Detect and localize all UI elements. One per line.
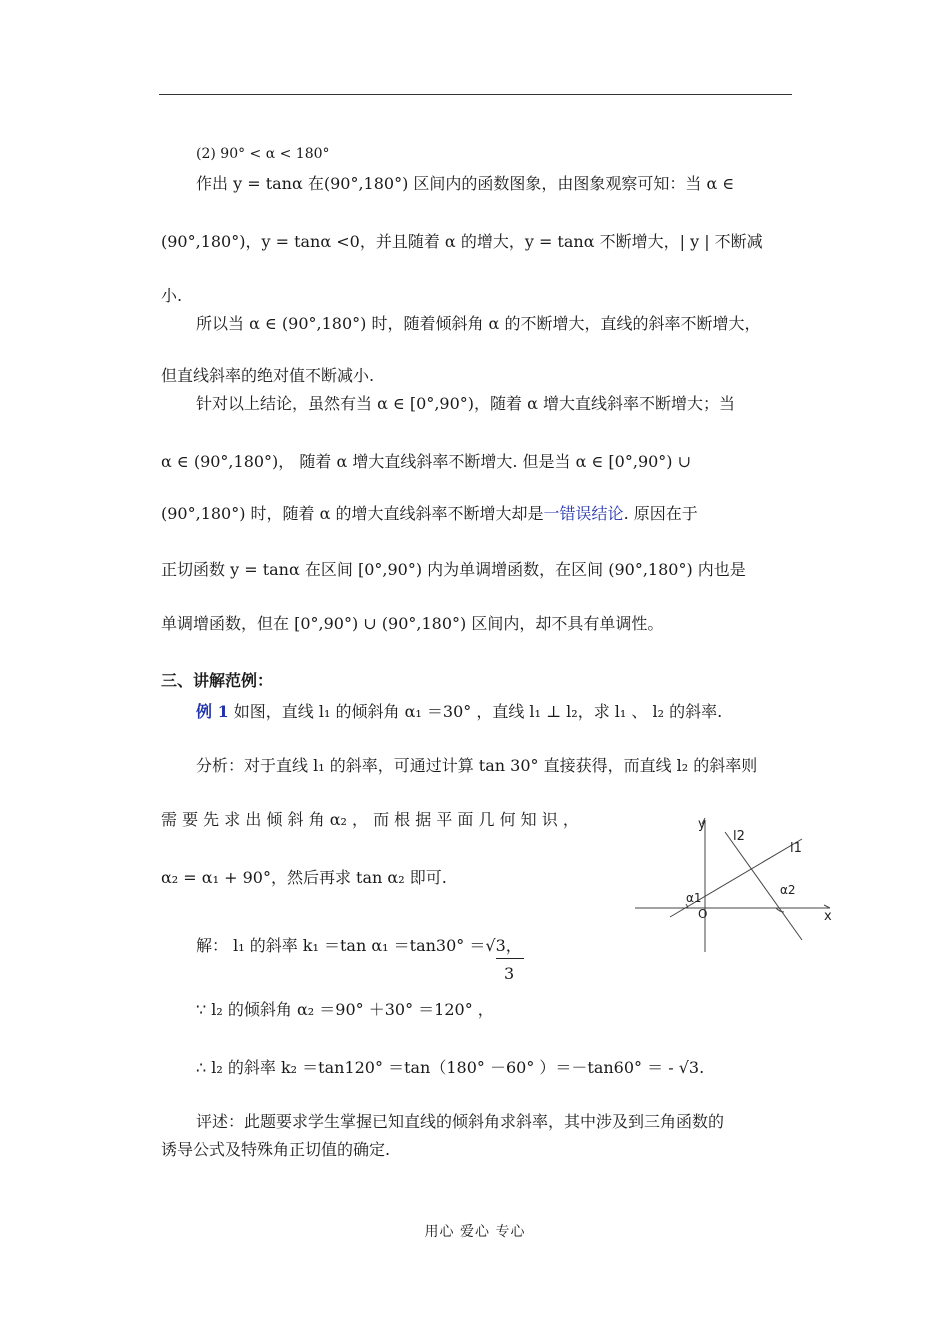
therefore-line: ∴ l₂ 的斜率 k₂ ＝tan120° ＝tan（180° －60° ）＝－tan60° ＝ - √3. [196,1058,705,1077]
section-heading: 三、讲解范例： [161,671,274,690]
text-line-6: 但直线斜率的绝对值不断减小. [161,366,375,385]
origin-label: O [698,907,708,921]
a1-label: α1 [686,891,702,905]
solution-comma: ， [505,936,522,955]
text-line-2: 作出 y = tanα 在(90°,180°) 区间内的函数图象，由图象观察可知：当 α ∈ [196,174,735,193]
because-line: ∵ l₂ 的倾斜角 α₂ ＝90° ＋30° ＝120° ， [196,1000,494,1019]
text-line-1: (2) 90° < α < 180° [196,146,330,162]
example-label: 例 1 [196,702,229,721]
text-line-5: 所以当 α ∈ (90°,180°) 时，随着倾斜角 α 的不断增大，直线的斜率不断增大， [196,314,761,333]
y-axis-label: y [698,817,706,832]
analysis-line-1: 分析：对于直线 l₁ 的斜率，可通过计算 tan 30° 直接获得，而直线 l₂ 的斜率则 [196,756,758,775]
x-axis-label: x [824,909,832,924]
analysis-line-2: 需 要 先 求 出 倾 斜 角 α₂ ， 而 根 据 平 面 几 何 知 识 ， [161,810,579,829]
example-line [196,700,722,724]
header-rule [159,94,792,95]
page-footer: 用心 爱心 专心 [424,1224,526,1240]
text-line-9-c: . 原因在于 [623,504,698,523]
text-line-7: 针对以上结论，虽然有当 α ∈ [0°,90°)，随着 α 增大直线斜率不断增大；当 [196,394,735,413]
l1-label: l1 [790,841,802,856]
text-line-9 [161,502,698,526]
example-text: 如图，直线 l₁ 的倾斜角 α₁ ＝30° ，直线 l₁ ⊥ l₂，求 l₁ 、 l₂ 的斜率. [228,702,723,721]
text-line-10: 正切函数 y = tanα 在区间 [0°,90°) 内为单调增函数，在区间 (90°,180°) 内也是 [161,560,746,579]
solution-text: 解： l₁ 的斜率 k₁ ＝tan α₁ ＝tan30° ＝√3 [196,936,506,955]
text-line-9-a: (90°,180°) 时，随着 α 的增大直线斜率不断增大却是 [161,504,544,523]
a2-label: α2 [780,883,796,897]
line-l1 [670,839,802,917]
line-figure [630,812,845,957]
highlighted-phrase: 一错误结论 [543,504,624,523]
comment-line-1: 评述：此题要求学生掌握已知直线的倾斜角求斜率，其中涉及到三角函数的 [196,1112,725,1131]
text-line-4: 小. [161,286,183,305]
text-line-3: (90°,180°)，y = tanα <0，并且随着 α 的增大，y = tanα 不断增大，| y | 不断减 [161,232,763,251]
fraction-bar [496,958,524,959]
fraction-denominator: 3 [504,964,515,983]
comment-line-2: 诱导公式及特殊角正切值的确定. [161,1140,391,1159]
solution-line-1 [196,934,522,958]
analysis-line-3: α₂ = α₁ + 90°，然后再求 tan α₂ 即可. [161,868,447,887]
text-line-11: 单调增函数，但在 [0°,90°) ∪ (90°,180°) 区间内，却不具有单调性。 [161,614,664,633]
text-line-8: α ∈ (90°,180°)， 随着 α 增大直线斜率不断增大. 但是当 α ∈ [0°,90°) ∪ [161,452,692,471]
l2-label: l2 [733,829,745,844]
